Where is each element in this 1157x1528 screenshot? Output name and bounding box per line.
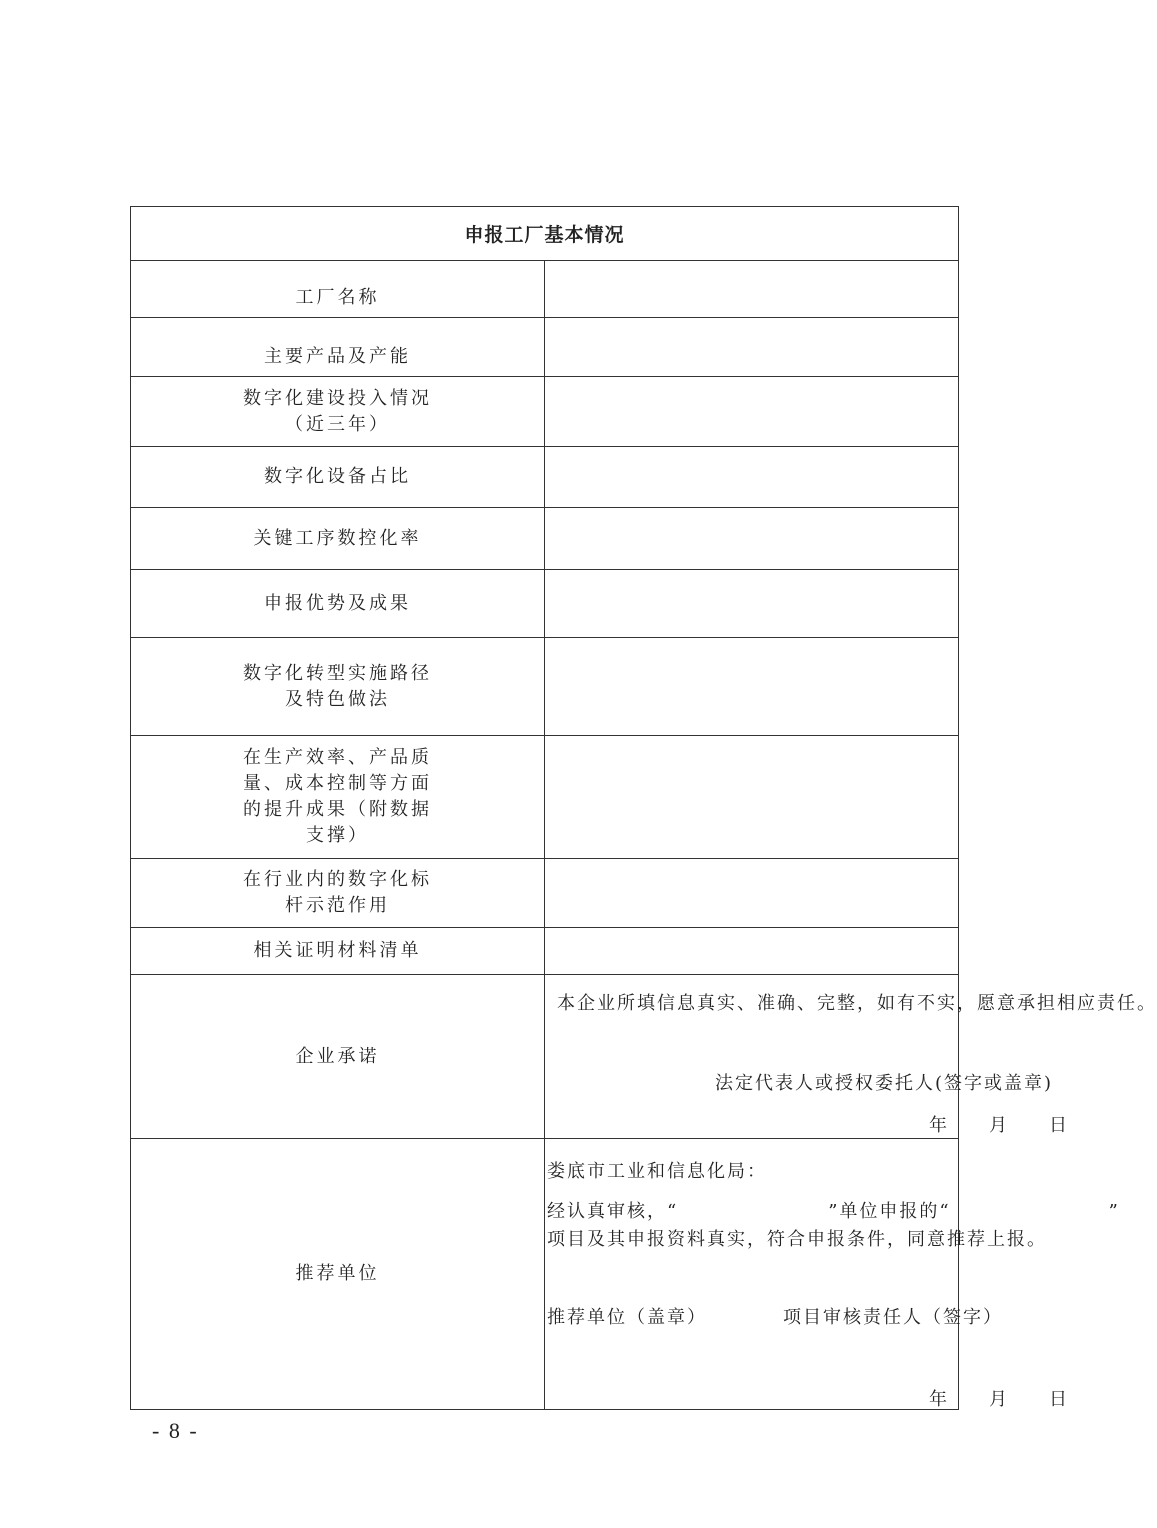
- field-transformation-path[interactable]: [545, 638, 959, 736]
- date-day: 日: [1049, 1115, 1069, 1136]
- date-month: 月: [989, 1115, 1009, 1136]
- label-advantages: 申报优势及成果: [131, 570, 545, 638]
- project-reviewer-signature[interactable]: 项目审核责任人（签字）: [783, 1307, 1003, 1328]
- label-recommending-unit: 推荐单位: [131, 1139, 545, 1410]
- commitment-statement: 本企业所填信息真实、准确、完整，如有不实，愿意承担相应责任。: [557, 993, 1157, 1014]
- field-main-products[interactable]: [545, 318, 959, 377]
- label-line: 量、成本控制等方面: [243, 773, 432, 794]
- label-enterprise-commitment: 企业承诺: [131, 975, 545, 1139]
- label-digital-investment: [131, 377, 545, 447]
- form-title: 申报工厂基本情况: [131, 207, 959, 261]
- commitment-cell: [545, 975, 1157, 1139]
- recommendation-line1-c: ”: [1108, 1201, 1120, 1222]
- recommendation-line2: 项目及其申报资料真实，符合申报条件，同意推荐上报。: [547, 1229, 1047, 1250]
- label-line: 在生产效率、产品质: [243, 747, 432, 768]
- label-transformation-path: [131, 638, 545, 736]
- label-main-products: 主要产品及产能: [131, 318, 545, 377]
- recommendation-line1-a: 经认真审核，“: [547, 1201, 679, 1222]
- field-factory-name[interactable]: [545, 261, 959, 318]
- label-benchmark-role: [131, 859, 545, 928]
- recommendation-line1-b: ”单位申报的“: [828, 1201, 951, 1222]
- label-line: 在行业内的数字化标: [243, 869, 432, 890]
- recommendation-date[interactable]: [929, 1385, 1069, 1411]
- label-improvement-results: [131, 736, 545, 859]
- recommendation-cell: [545, 1139, 1120, 1410]
- label-line: 数字化转型实施路径: [243, 662, 432, 684]
- field-benchmark-role[interactable]: [545, 859, 959, 928]
- field-digital-investment[interactable]: [545, 377, 959, 447]
- field-supporting-materials[interactable]: [545, 928, 959, 975]
- field-improvement-results[interactable]: [545, 736, 959, 859]
- factory-info-form: [130, 206, 1157, 1410]
- label-line: （近三年）: [285, 413, 390, 435]
- field-digital-equipment-ratio[interactable]: [545, 447, 959, 508]
- date-month: 月: [989, 1389, 1009, 1410]
- label-line: 的提升成果（附数据: [243, 799, 432, 820]
- recommending-unit-seal[interactable]: 推荐单位（盖章）: [547, 1307, 707, 1328]
- label-digital-equipment-ratio: 数字化设备占比: [131, 447, 545, 508]
- label-key-process-nc-rate: 关键工序数控化率: [131, 508, 545, 570]
- field-advantages[interactable]: [545, 570, 959, 638]
- label-factory-name: 工厂名称: [131, 261, 545, 318]
- field-key-process-nc-rate[interactable]: [545, 508, 959, 570]
- date-year: 年: [929, 1115, 949, 1136]
- label-supporting-materials: 相关证明材料清单: [131, 928, 545, 975]
- recommendation-line1: [547, 1197, 1120, 1223]
- commitment-signer[interactable]: 法定代表人或授权委托人(签字或盖章): [715, 1073, 1054, 1094]
- label-line: 支撑）: [306, 825, 369, 846]
- label-line: 及特色做法: [285, 688, 390, 710]
- recommendation-addressee: 娄底市工业和信息化局：: [547, 1161, 767, 1182]
- label-line: 数字化建设投入情况: [243, 387, 432, 409]
- label-line: 杆示范作用: [285, 895, 390, 916]
- date-day: 日: [1049, 1389, 1069, 1410]
- commitment-date[interactable]: [929, 1111, 1069, 1137]
- date-year: 年: [929, 1389, 949, 1410]
- page-number: - 8 -: [152, 1418, 199, 1443]
